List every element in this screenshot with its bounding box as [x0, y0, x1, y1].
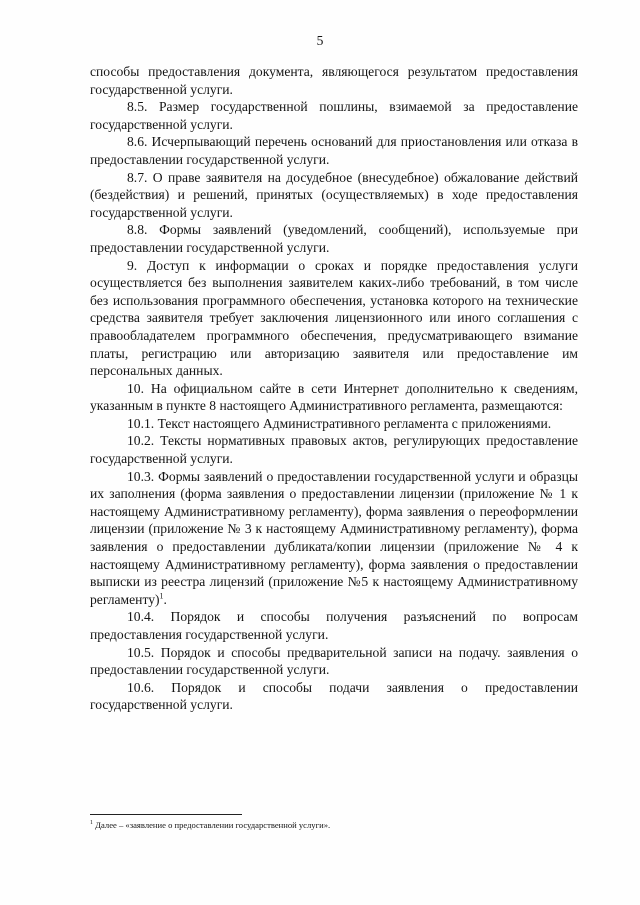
document-body [90, 63, 578, 714]
paragraph-10-2: 10.2. Тексты нормативных правовых актов, регулирующих предоставление государственной услуги. [90, 433, 578, 467]
paragraph-8-5: 8.5. Размер государственной пошлины, взимаемой за предоставление государственной услуги. [90, 99, 578, 132]
paragraph-10-3-end: . [163, 591, 167, 607]
paragraph-10-3 [90, 468, 578, 609]
paragraph-10-3-text: 10.3. Формы заявлений о предоставлении государственной услуги и образцы их заполнения (форма заявления о предоставлении лицензии (приложение № 1 к настоящему Административному регламенту), форма заявления о переоформлении лицензии (приложение № 3 к настоящему Административному регламенту), форма заявления о предоставлении дубликата/копии лицензии (приложение № 4 к настоящему Административному регламенту), форма заявления о предоставлении выписки из реестра лицензий (приложение №5 к настоящему Административному регламенту) [90, 468, 578, 607]
paragraph-10-4: 10.4. Порядок и способы получения разъяснений по вопросам предоставления государственной услуги. [90, 609, 578, 642]
paragraph-9: 9. Доступ к информации о сроках и порядке предоставления услуги осуществляется без выполнения заявителем каких-либо требований, в том числе без использования программного обеспечения, установка которого на технические средства заявителя требует заключения лицензионного или иного соглашения с правообладателем программного обеспечения, предусматривающего взимание платы, регистрацию или авторизацию заявителя или предоставление им персональных данных. [90, 257, 578, 379]
page-number: 5 [316, 33, 324, 48]
footnote [90, 820, 578, 831]
footnote-separator [90, 814, 242, 815]
paragraph-8-8: 8.8. Формы заявлений (уведомлений, сообщений), используемые при предоставлении государственной услуги. [90, 222, 578, 255]
paragraph-8-6: 8.6. Исчерпывающий перечень оснований для приостановления или отказа в предоставлении государственной услуги. [90, 134, 578, 167]
footnote-reference: 1 [159, 591, 164, 601]
paragraph-continuation: способы предоставления документа, являющегося результатом предоставления государственной услуги. [90, 64, 578, 97]
paragraph-10: 10. На официальном сайте в сети Интернет дополнительно к сведениям, указанным в пункте 8 настоящего Административного регламента, размещаются: [90, 380, 578, 414]
paragraph-10-1: 10.1. Текст настоящего Административного регламента с приложениями. [127, 415, 552, 431]
footnote-marker: 1 [90, 820, 93, 827]
paragraph-8-7: 8.7. О праве заявителя на досудебное (внесудебное) обжалование действий (бездействия) и решений, принятых (осуществляемых) в ходе предоставления государственной услуги. [90, 169, 578, 220]
paragraph-10-5: 10.5. Порядок и способы предварительной записи на подачу. заявления о предоставлении государственной услуги. [90, 644, 578, 678]
paragraph-10-6: 10.6. Порядок и способы подачи заявления о предоставлении государственной услуги. [90, 679, 578, 713]
footnote-text: Далее – «заявление о предоставлении государственной услуги». [95, 820, 331, 830]
